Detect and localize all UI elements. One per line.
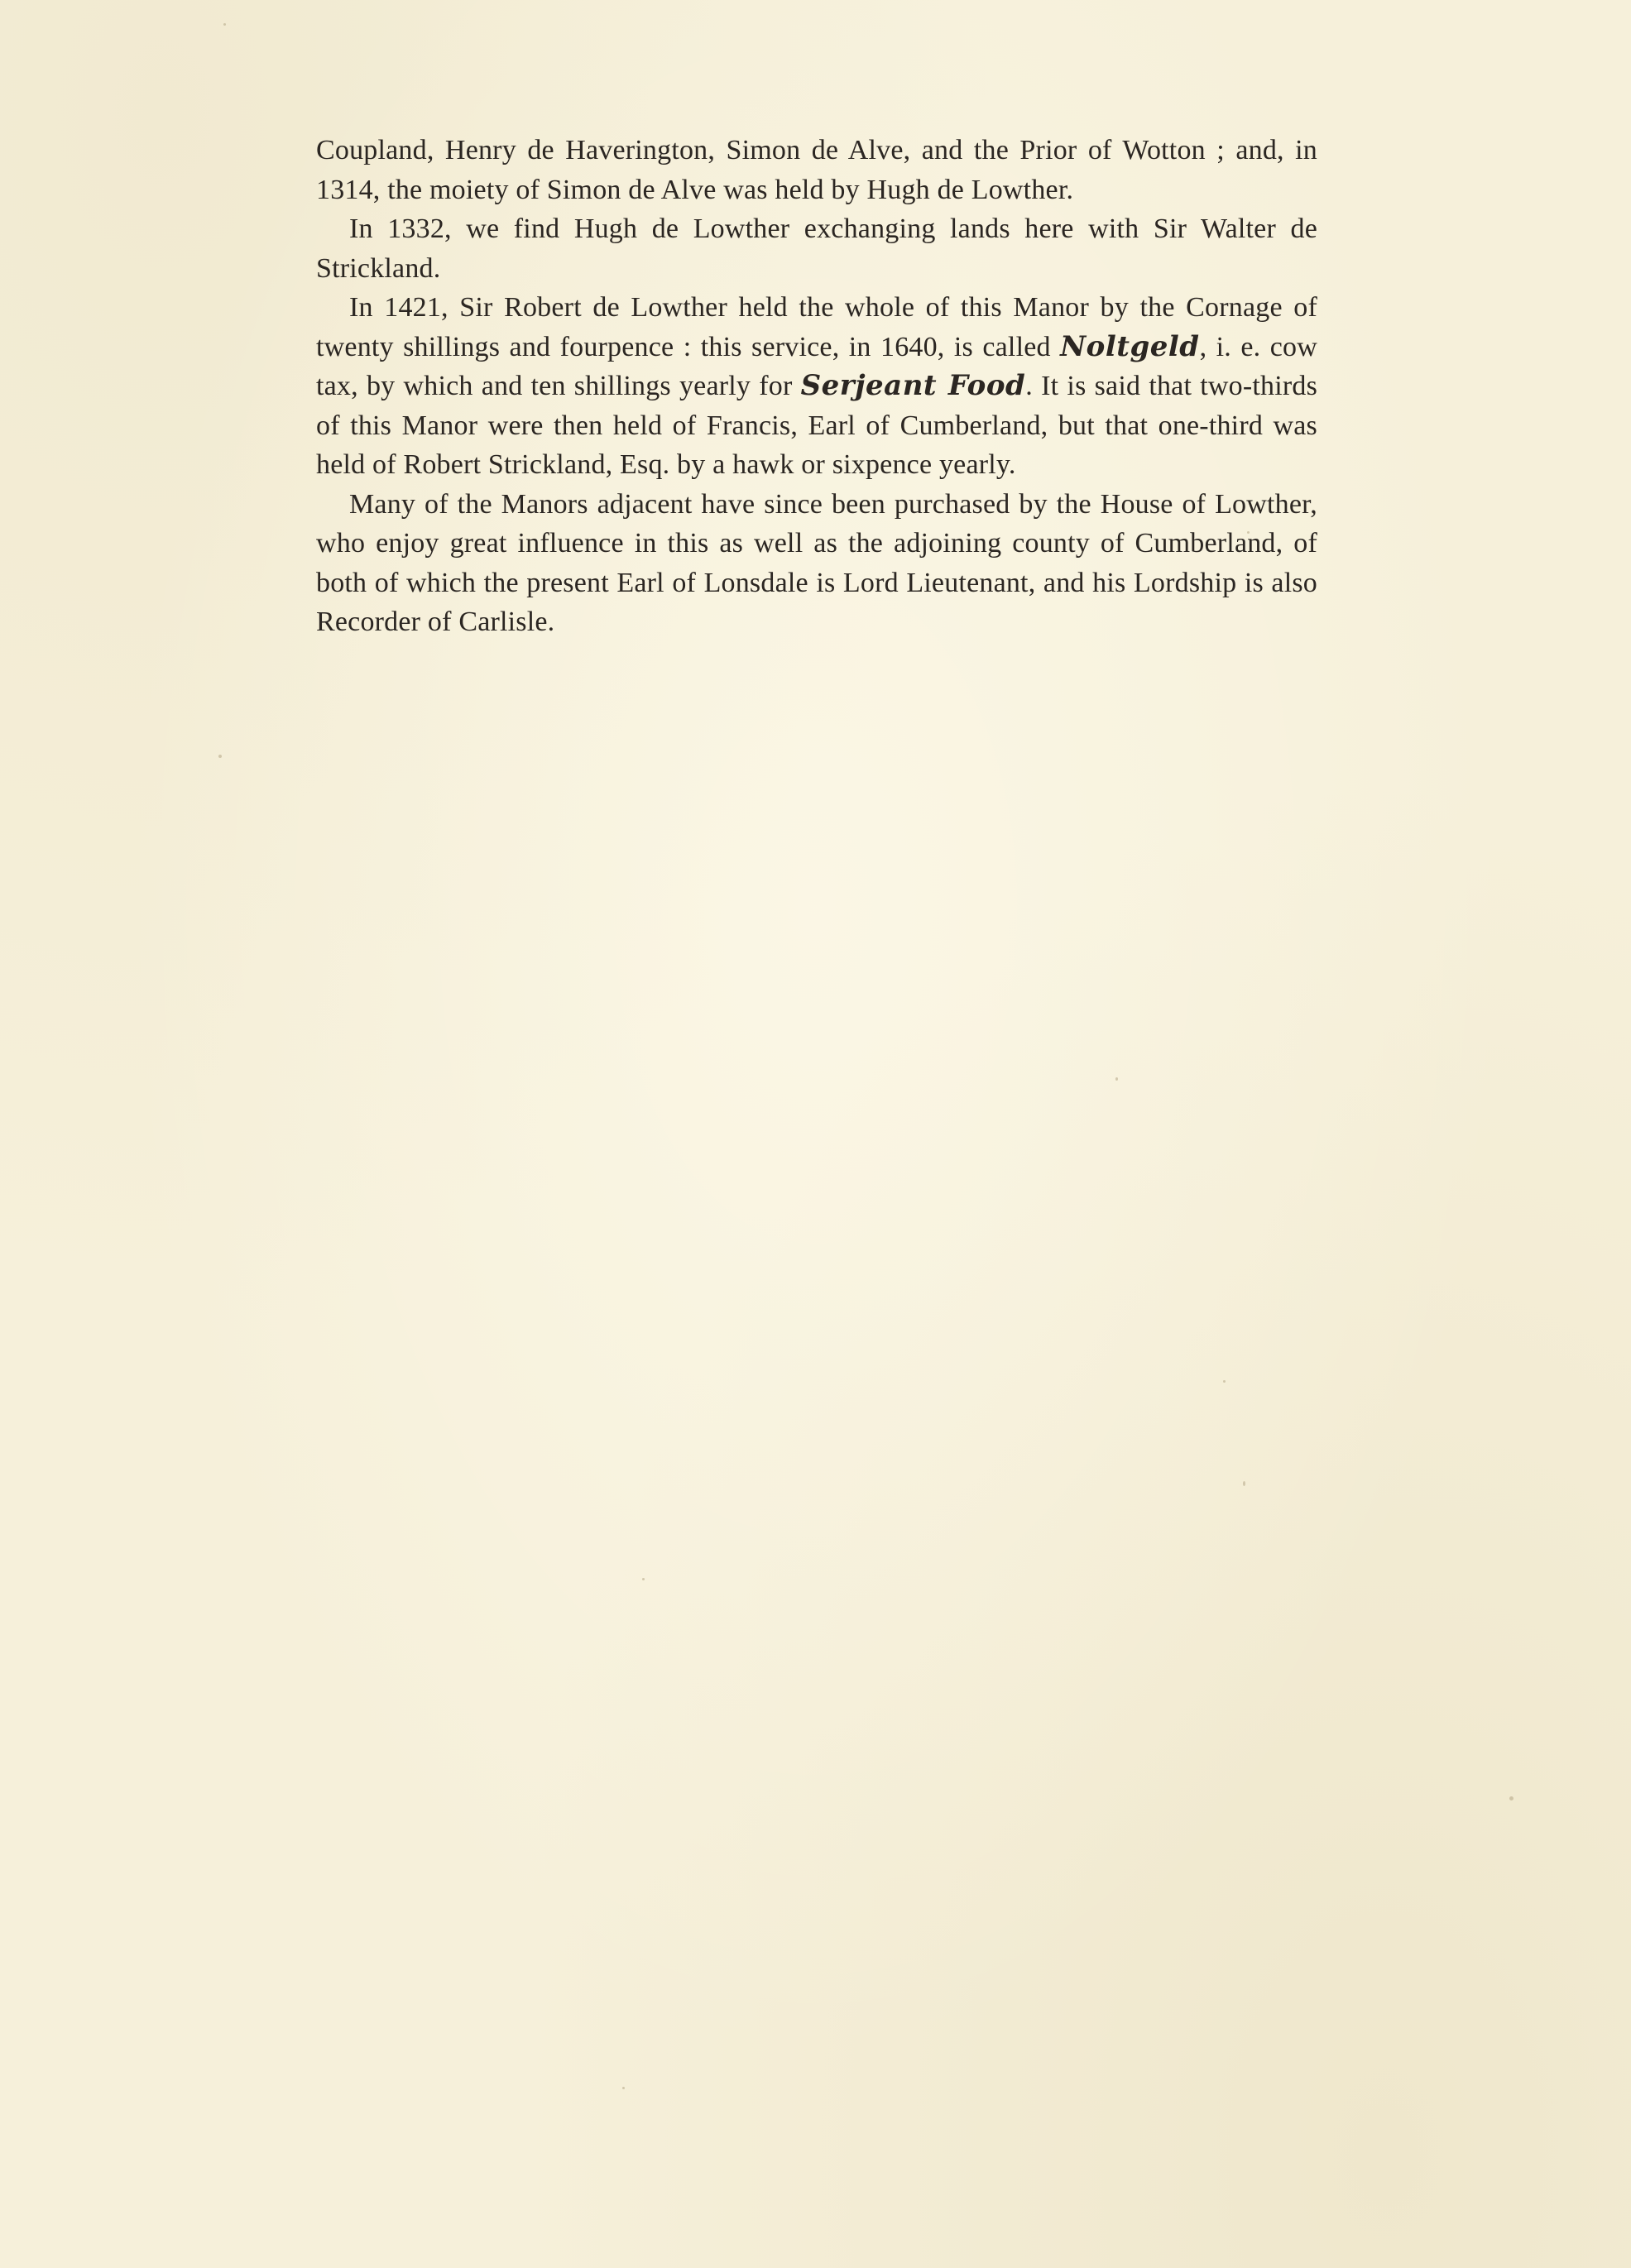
text-segment: . It is said that two-thirds of this Manor were then held of Francis, Earl of Cumberland, but that one-third was held of Robert Strickland, Esq. by a hawk or sixpence yearly. xyxy=(316,371,1318,480)
paragraph xyxy=(316,209,1317,288)
blackletter-term: Noltgeld xyxy=(1060,329,1200,363)
paper-speck xyxy=(1223,1380,1226,1383)
paragraph xyxy=(316,131,1317,209)
paper-speck xyxy=(1243,1481,1245,1486)
text-segment: Many of the Manors adjacent have since been purchased by the House of Lowther, who enjoy great influence in this as well as the adjoining county of Cumberland, of both of which the present Earl of Lonsdale is Lord Lieutenant, and his Lordship is also Recorder of Carlisle. xyxy=(316,488,1317,637)
paper-speck xyxy=(1115,1077,1118,1081)
paragraph xyxy=(316,485,1317,642)
text-segment: , i. e. cow tax, by which and ten shillings yearly for xyxy=(316,331,1317,401)
paper-speck xyxy=(1509,1796,1513,1800)
text-segment: Coupland, Henry de Haverington, Simon de Alve, and the Prior of Wotton ; and, in 1314, the moiety of Simon de Alve was held by Hugh de Lowther. xyxy=(316,135,1317,205)
paragraph xyxy=(316,288,1317,485)
body-text xyxy=(316,131,1317,642)
text-segment: In 1332, we find Hugh de Lowther exchanging lands here with Sir Walter de Strickland. xyxy=(316,213,1317,284)
paper-speck xyxy=(223,23,226,26)
paper-speck xyxy=(622,2087,625,2089)
blackletter-term: Serjeant Food xyxy=(800,369,1026,402)
paper-speck xyxy=(642,1578,645,1580)
text-segment: In 1421, Sir Robert de Lowther held the whole of this Manor by the Cornage of twenty shillings and fourpence : this service, in 1640, is called xyxy=(316,292,1317,362)
paper-speck xyxy=(218,755,222,758)
